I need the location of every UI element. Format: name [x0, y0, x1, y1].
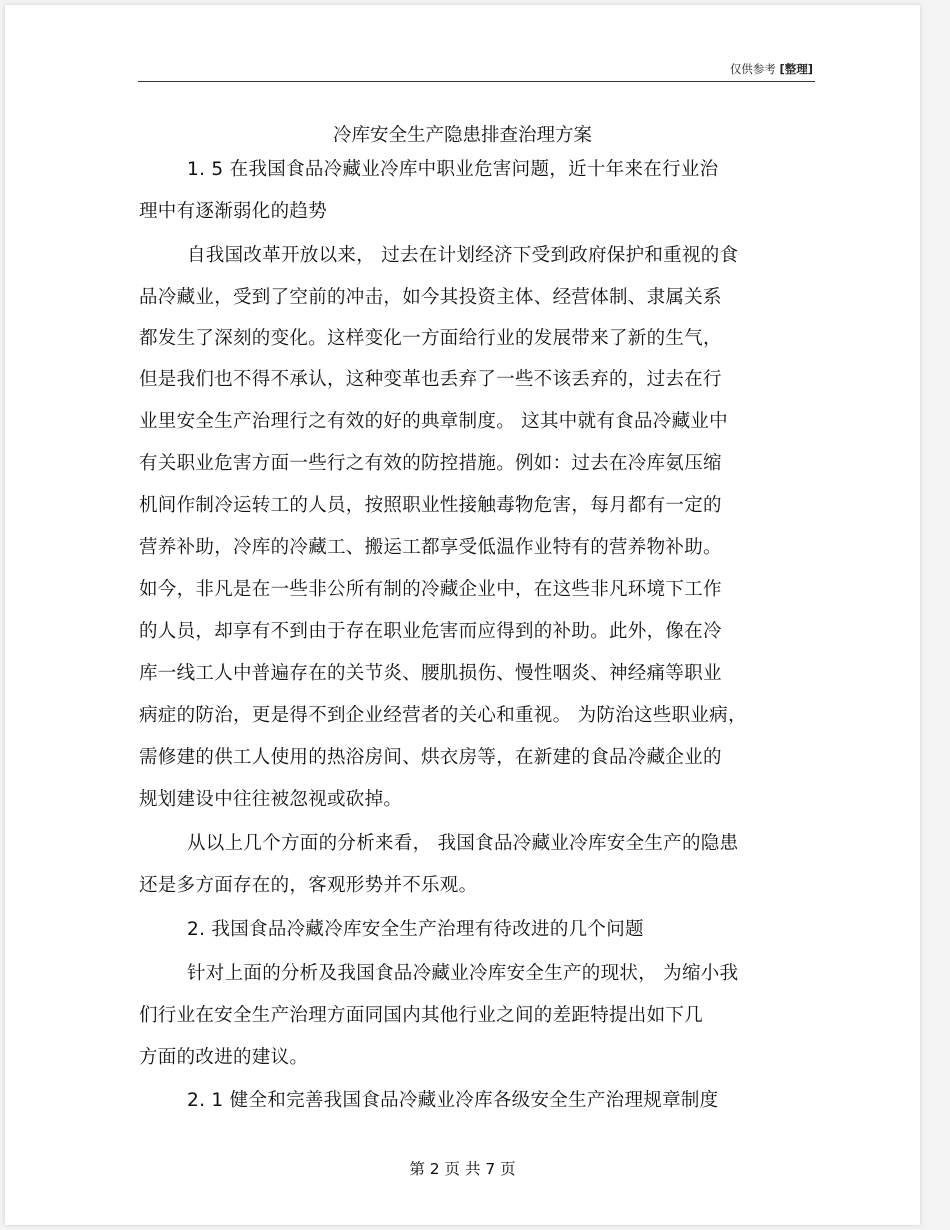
text-line: 还是多方面存在的，客观形势并不乐观。 — [139, 875, 478, 896]
text-line: 如今，非凡是在一些非公所有制的冷藏企业中，在这些非凡环境下工作 — [139, 579, 722, 600]
text-line: 库一线工人中普遍存在的关节炎、腰肌损伤、慢性咽炎、神经痛等职业 — [139, 663, 722, 684]
text-line: 病症的防治，更是得不到企业经营者的关心和重视。 为防治这些职业病， — [139, 705, 747, 726]
text-line: 2. 1 健全和完善我国食品冷藏业冷库各级安全生产治理规章制度 — [187, 1090, 719, 1111]
text-line: 需修建的供工人使用的热浴房间、烘衣房等，在新建的食品冷藏企业的 — [139, 747, 722, 768]
header-tag: [整理] — [779, 62, 813, 76]
page-header — [138, 59, 815, 82]
text-line: 但是我们也不得不承认，这种变革也丢弃了一些不该丢弃的，过去在行 — [139, 369, 722, 390]
text-line: 机间作制冷运转工的人员，按照职业性接触毒物危害，每月都有一定的 — [139, 495, 722, 516]
text-line: 1. 5 在我国食品冷藏业冷库中职业危害问题，近十年来在行业治 — [187, 159, 719, 180]
text-line: 品冷藏业，受到了空前的冲击，如今其投资主体、经营体制、隶属关系 — [139, 287, 722, 308]
text-line: 理中有逐渐弱化的趋势 — [139, 201, 328, 222]
text-line: 自我国改革开放以来， 过去在计划经济下受到政府保护和重视的食 — [187, 245, 739, 266]
document-page — [5, 5, 920, 1225]
document-title: 冷库安全生产隐患排查治理方案 — [332, 125, 592, 146]
text-line: 方面的改进的建议。 — [139, 1047, 309, 1068]
header-note — [730, 61, 813, 77]
text-line: 的人员，却享有不到由于存在职业危害而应得到的补助。此外，像在冷 — [139, 621, 722, 642]
text-line: 2. 我国食品冷藏冷库安全生产治理有待改进的几个问题 — [187, 919, 644, 940]
text-line: 业里安全生产治理行之有效的好的典章制度。 这其中就有食品冷藏业中 — [139, 411, 728, 432]
page-footer: 第 2 页 共 7 页 — [409, 1160, 516, 1178]
text-line: 都发生了深刻的变化。这样变化一方面给行业的发展带来了新的生气， — [139, 328, 722, 349]
text-line: 有关职业危害方面一些行之有效的防控措施。例如：过去在冷库氨压缩 — [139, 453, 722, 474]
header-text: 仅供参考 — [729, 62, 776, 76]
text-line: 从以上几个方面的分析来看， 我国食品冷藏业冷库安全生产的隐患 — [187, 833, 739, 854]
text-line: 规划建设中往往被忽视或砍掉。 — [139, 789, 403, 810]
text-line: 们行业在安全生产治理方面同国内其他行业之间的差距特提出如下几 — [139, 1005, 704, 1026]
text-line: 营养补助，冷库的冷藏工、搬运工都享受低温作业特有的营养物补助。 — [139, 537, 722, 558]
text-line: 针对上面的分析及我国食品冷藏业冷库安全生产的现状， 为缩小我 — [187, 963, 739, 984]
